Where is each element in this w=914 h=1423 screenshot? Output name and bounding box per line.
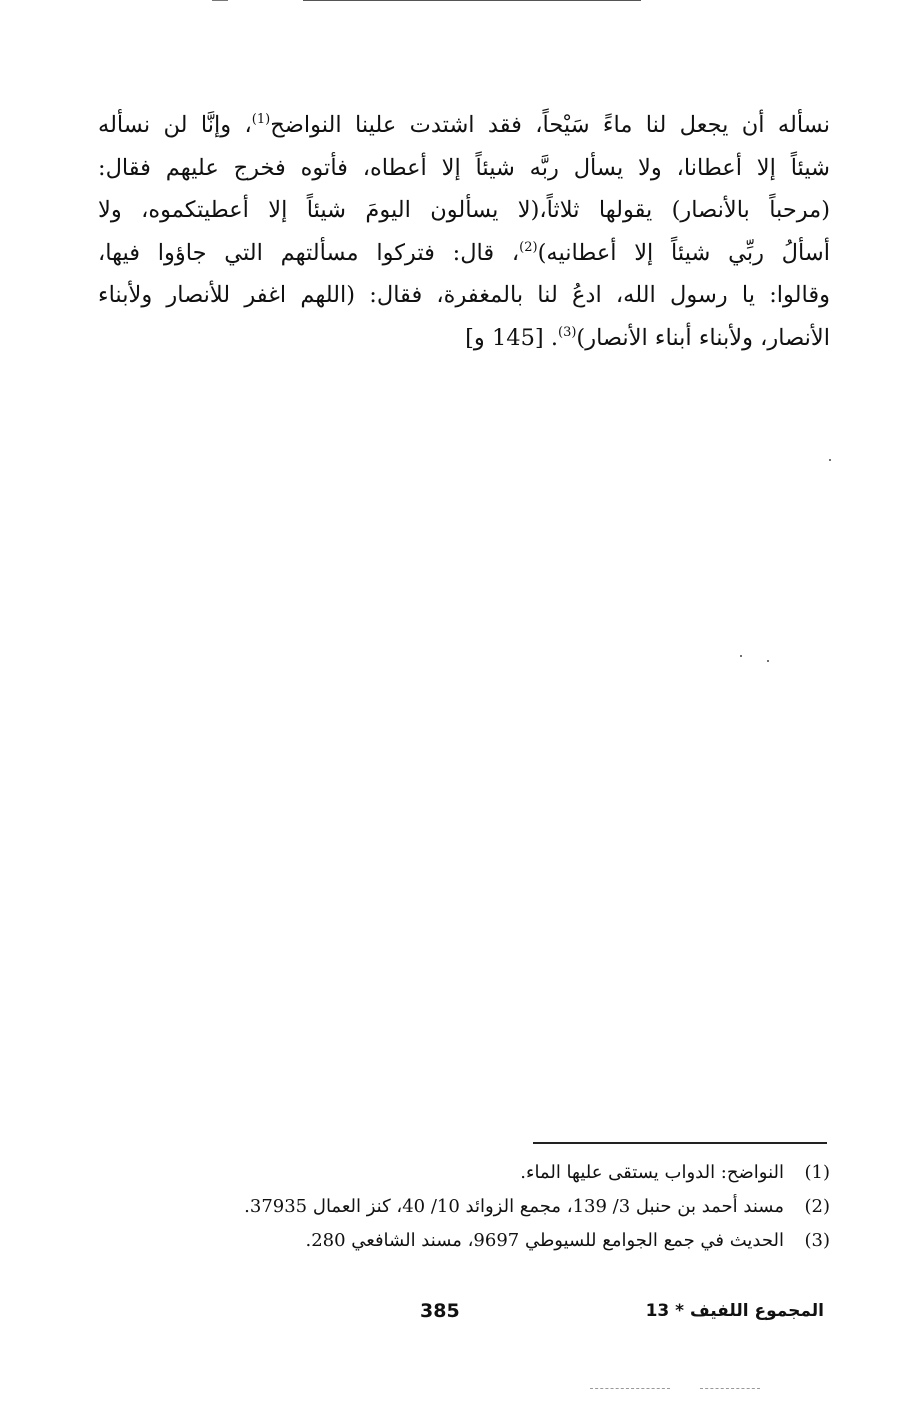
footnote-ref-3[interactable]: (3)	[557, 324, 577, 340]
text-line: نسأله أن يجعل لنا ماءً سَيْحاً، فقد اشتدت علينا النواضح$^{(1)}$، وإنَّا لن نسأله	[98, 112, 831, 138]
footnote-number: (2)	[804, 1196, 830, 1217]
text-line: الأنصار، ولأبناء أبناء الأنصار)$^{(3)}$. [145 و]	[465, 324, 830, 351]
running-title: المجموع اللفيف * 13	[645, 1301, 824, 1321]
scan-edge-mark	[590, 1388, 670, 1389]
footnote-number: (1)	[804, 1162, 830, 1183]
footnote-text: مسند أحمد بن حنبل 3/ 139، مجمع الزوائد 10/ 40، كنز العمال 37935.	[244, 1196, 784, 1217]
top-edge-mark	[212, 0, 228, 1]
scan-edge-mark	[700, 1388, 760, 1389]
top-edge-rule	[303, 0, 641, 1]
page-footer	[0, 1296, 914, 1326]
footnote-text: الحديث في جمع الجوامع للسيوطي 9697، مسند الشافعي 280.	[305, 1230, 784, 1251]
footnote-item	[140, 1156, 830, 1190]
text-line: (مرحباً بالأنصار) يقولها ثلاثاً،(لا يسألون اليومَ شيئاً إلا أعطيتكموه، ولا	[98, 197, 830, 224]
page-number: 385	[420, 1300, 460, 1322]
footnote-item	[140, 1190, 830, 1224]
footnote-number: (3)	[804, 1230, 830, 1251]
text-line: أسألُ ربِّي شيئاً إلا أعطانيه)$^{(2)}$، قال: فتركوا مسألتهم التي جاؤوا فيها،	[98, 239, 830, 266]
text-line: شيئاً إلا أعطانا، ولا يسأل ربَّه شيئاً إلا أعطاه، فأتوه فخرج عليهم فقال:	[98, 154, 830, 181]
footnote-separator	[533, 1142, 827, 1144]
footnote-text: النواضح: الدواب يستقى عليها الماء.	[520, 1162, 784, 1183]
text-line: وقالوا: يا رسول الله، ادعُ لنا بالمغفرة، فقال: (اللهم اغفر للأنصار ولأبناء	[98, 282, 830, 309]
footnote-item	[140, 1224, 830, 1258]
footnote-ref-1[interactable]: (1)	[251, 112, 271, 127]
main-text	[98, 104, 830, 360]
footnotes	[140, 1156, 830, 1258]
footnote-ref-2[interactable]: (2)	[519, 239, 538, 255]
scan-speck	[829, 459, 831, 461]
scan-speck	[740, 655, 742, 657]
scan-speck	[767, 660, 769, 662]
